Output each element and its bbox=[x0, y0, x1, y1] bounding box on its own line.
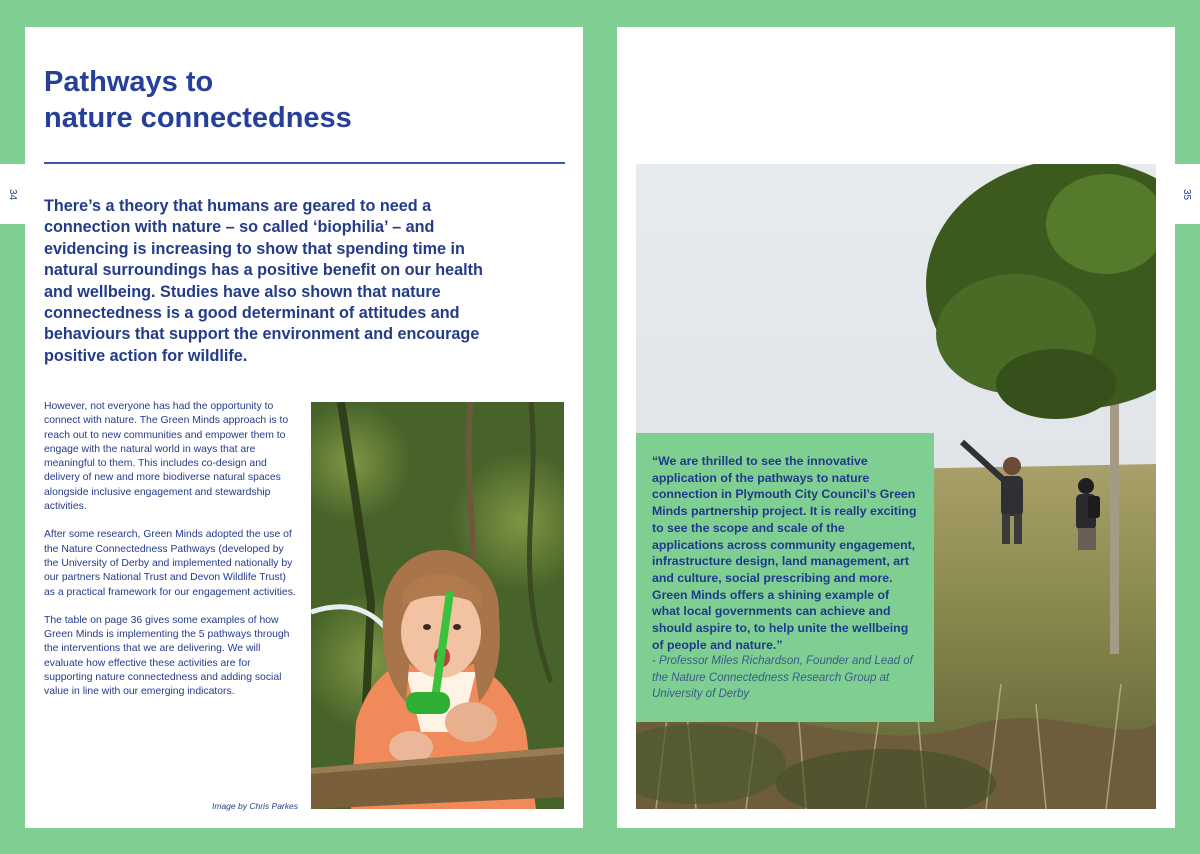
right-page-number-tab bbox=[1174, 164, 1200, 224]
quote-box bbox=[636, 433, 934, 722]
page-title-line-1: Pathways to bbox=[44, 66, 214, 98]
body-paragraph: The table on page 36 gives some examples of how Green Minds is implementing the 5 pathways through the interventions that we are delivering. We will evaluate how effective these activities are for supporting nature connectedness and adding social value in line with our emerging indicators. bbox=[44, 614, 290, 698]
child-exploring-photo bbox=[311, 402, 564, 809]
child-exploring-illustration bbox=[311, 402, 564, 809]
image-caption: Image by Chris Parkes bbox=[212, 801, 298, 811]
quote-text: “We are thrilled to see the innovative application of the pathways to nature connection in Plymouth City Council’s Green Minds partnership project. It is really exciting to see the scope and scale of the applications across community engagement, infrastructure design, land management, art and culture, social prescribing and more. Green Minds offers a shining example of what local governments can achieve and should aspire to, to help unite the wellbeing of people and nature.” bbox=[652, 454, 917, 652]
title-divider bbox=[44, 162, 565, 164]
right-page-number: 35 bbox=[1181, 188, 1193, 200]
left-body-text bbox=[44, 400, 296, 714]
quote-attribution: - Professor Miles Richardson, Founder and Lead of the Nature Connectedness Research Group at University of Derby bbox=[652, 655, 913, 701]
left-page-number-tab bbox=[0, 164, 26, 224]
body-paragraph: However, not everyone has had the opportunity to connect with nature. The Green Minds approach is to reach out to new communities and empower them to engage with the natural world in ways that are meaningful to them. This includes co-design and delivery of new and more biodiverse natural spaces alongside inclusive engagement and stewardship activities. bbox=[44, 401, 289, 513]
page-title-line-2: nature connectedness bbox=[44, 102, 352, 134]
lead-paragraph: There’s a theory that humans are geared to need a connection with nature – so called ‘biophilia’ – and evidencing is increasing to show that spending time in natural surroundings has a positive benefit on our health and wellbeing. Studies have also shown that nature connectedness is a good determinant of attitudes and behaviours that support the environment and encourage positive action for wildlife. bbox=[44, 197, 483, 365]
left-page-number: 34 bbox=[7, 188, 19, 200]
page-title bbox=[44, 64, 544, 136]
body-paragraph: After some research, Green Minds adopted the use of the Nature Connectedness Pathways (developed by the University of Derby and implemented nationally by our partners National Trust and Devon Wildlife Trust) as a practical framework for our engagement activities. bbox=[44, 529, 296, 598]
